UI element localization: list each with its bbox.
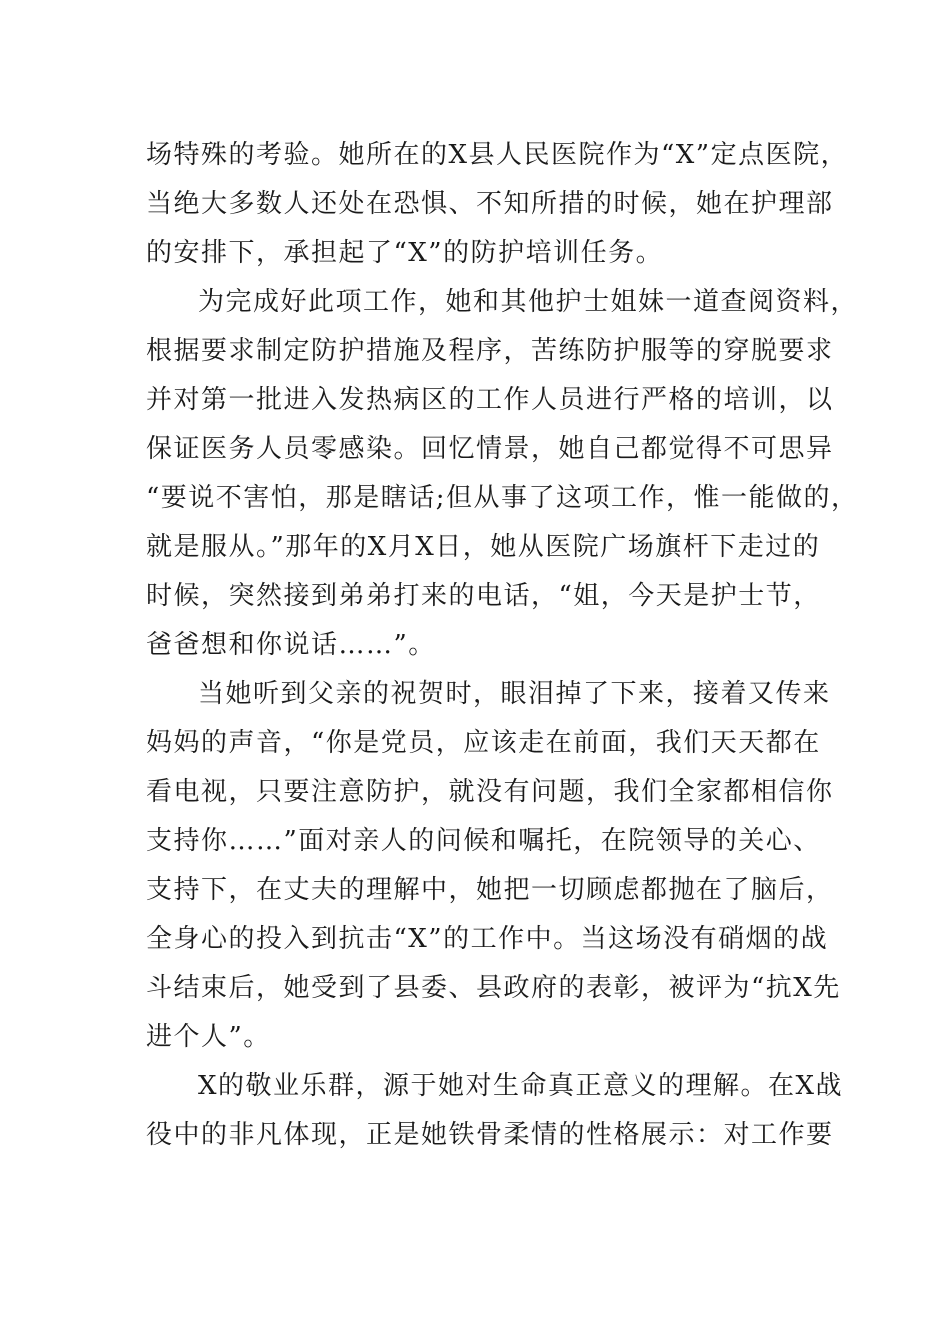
- text-line: 妈妈的声音，“你是党员，应该走在前面，我们天天都在: [146, 728, 821, 758]
- text-line: 保证医务人员零感染。回忆情景，她自己都觉得不可思异: [146, 434, 834, 464]
- text-line: 爸爸想和你说话……”。: [146, 630, 436, 660]
- text-line: 役中的非凡体现，正是她铁骨柔情的性格展示：对工作要: [146, 1120, 834, 1150]
- paragraph-first-line: 当她听到父亲的祝贺时，眼泪掉了下来，接着又传来: [198, 679, 831, 709]
- text-line: 时候，突然接到弟弟打来的电话，“姐，今天是护士节，: [146, 581, 821, 611]
- text-line: 看电视，只要注意防护，就没有问题，我们全家都相信你: [146, 777, 834, 807]
- text-line: 根据要求制定防护措施及程序，苦练防护服等的穿脱要求: [146, 336, 834, 366]
- text-line: 并对第一批进入发热病区的工作人员进行严格的培训，以: [146, 385, 834, 415]
- text-line: 的安排下，承担起了“X”的防护培训任务。: [146, 238, 664, 268]
- text-line: 全身心的投入到抗击“X”的工作中。当这场没有硝烟的战: [146, 924, 829, 954]
- text-line: 场特殊的考验。她所在的X县人民医院作为“X”定点医院，: [146, 140, 849, 170]
- paragraph-first-line: X的敬业乐群，源于她对生命真正意义的理解。在X战: [198, 1071, 844, 1101]
- text-line: 当绝大多数人还处在恐惧、不知所措的时候，她在护理部: [146, 189, 834, 219]
- text-line: 就是服从。”那年的X月X日，她从医院广场旗杆下走过的: [146, 532, 821, 562]
- text-line: “要说不害怕，那是瞎话;但从事了这项工作，惟一能做的，: [146, 483, 859, 513]
- text-line: 支持下，在丈夫的理解中，她把一切顾虑都抛在了脑后，: [146, 875, 834, 905]
- paragraph-first-line: 为完成好此项工作，她和其他护士姐妹一道查阅资料，: [198, 287, 859, 317]
- text-line: 支持你……”面对亲人的问候和嘱托，在院领导的关心、: [146, 826, 821, 856]
- text-line: 进个人”。: [146, 1022, 271, 1052]
- text-line: 斗结束后，她受到了县委、县政府的表彰，被评为“抗X先: [146, 973, 841, 1003]
- document-body: [146, 131, 859, 1160]
